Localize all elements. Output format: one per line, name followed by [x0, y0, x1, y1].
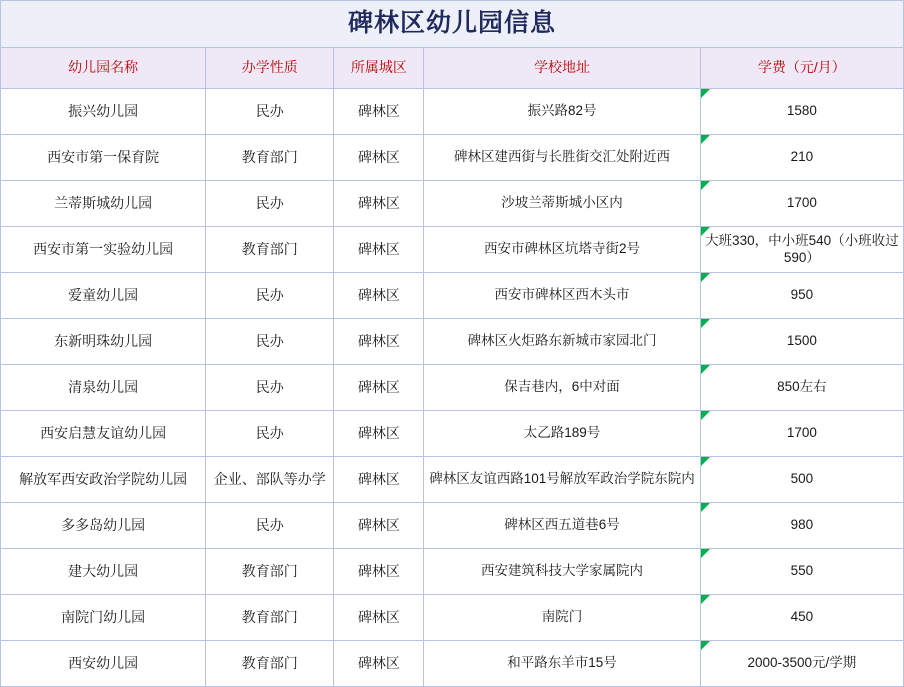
table-row	[1, 503, 904, 549]
cell-district: 碑林区	[334, 89, 424, 135]
cell-district: 碑林区	[334, 457, 424, 503]
cell-fee	[700, 273, 903, 319]
cell-fee-text: 1580	[786, 103, 817, 119]
comment-marker-icon	[701, 411, 710, 420]
cell-address: 和平路东羊市15号	[424, 641, 700, 687]
cell-fee-text: 1700	[786, 425, 817, 441]
page-title	[1, 1, 904, 48]
comment-marker-icon	[701, 457, 710, 466]
comment-marker-icon	[701, 273, 710, 282]
cell-fee	[700, 89, 903, 135]
column-header-type: 办学性质	[206, 48, 334, 89]
cell-fee	[700, 319, 903, 365]
cell-type: 教育部门	[206, 549, 334, 595]
column-header-address: 学校地址	[424, 48, 700, 89]
cell-address: 沙坡兰蒂斯城小区内	[424, 181, 700, 227]
cell-address: 南院门	[424, 595, 700, 641]
cell-type: 教育部门	[206, 595, 334, 641]
comment-marker-icon	[701, 135, 710, 144]
cell-address: 西安市碑林区坑塔寺街2号	[424, 227, 700, 273]
cell-address: 碑林区友谊西路101号解放军政治学院东院内	[424, 457, 700, 503]
cell-fee-text: 500	[790, 471, 814, 487]
cell-fee-text: 1500	[786, 333, 817, 349]
cell-fee	[700, 135, 903, 181]
cell-district: 碑林区	[334, 365, 424, 411]
cell-fee	[700, 549, 903, 595]
table-header-row	[1, 48, 904, 89]
cell-address: 太乙路189号	[424, 411, 700, 457]
cell-fee	[700, 411, 903, 457]
cell-address: 保吉巷内，6中对面	[424, 365, 700, 411]
cell-type: 民办	[206, 273, 334, 319]
cell-fee	[700, 457, 903, 503]
cell-fee	[700, 181, 903, 227]
cell-name: 西安启慧友谊幼儿园	[1, 411, 206, 457]
cell-fee	[700, 503, 903, 549]
cell-type: 民办	[206, 181, 334, 227]
cell-district: 碑林区	[334, 641, 424, 687]
cell-fee-text: 950	[790, 287, 814, 303]
cell-district: 碑林区	[334, 549, 424, 595]
cell-district: 碑林区	[334, 411, 424, 457]
cell-name: 建大幼儿园	[1, 549, 206, 595]
cell-type: 民办	[206, 411, 334, 457]
cell-fee-text: 450	[790, 609, 814, 625]
cell-fee-text: 210	[790, 149, 814, 165]
comment-marker-icon	[701, 181, 710, 190]
column-header-name: 幼儿园名称	[1, 48, 206, 89]
cell-fee-text: 大班330，中小班540（小班收过590）	[705, 232, 899, 265]
cell-name: 振兴幼儿园	[1, 89, 206, 135]
cell-fee-text: 850左右	[777, 379, 827, 395]
table-row	[1, 595, 904, 641]
table-row	[1, 641, 904, 687]
comment-marker-icon	[701, 503, 710, 512]
table-row	[1, 319, 904, 365]
comment-marker-icon	[701, 227, 710, 236]
cell-name: 清泉幼儿园	[1, 365, 206, 411]
cell-fee-text: 980	[790, 517, 814, 533]
table-row	[1, 89, 904, 135]
cell-fee	[700, 595, 903, 641]
cell-name: 东新明珠幼儿园	[1, 319, 206, 365]
cell-district: 碑林区	[334, 503, 424, 549]
table-row	[1, 365, 904, 411]
cell-district: 碑林区	[334, 181, 424, 227]
cell-name: 西安市第一保育院	[1, 135, 206, 181]
table-row	[1, 181, 904, 227]
cell-address: 碑林区西五道巷6号	[424, 503, 700, 549]
table-row	[1, 411, 904, 457]
cell-type: 民办	[206, 319, 334, 365]
cell-type: 教育部门	[206, 135, 334, 181]
comment-marker-icon	[701, 89, 710, 98]
cell-type: 教育部门	[206, 227, 334, 273]
cell-name: 爱童幼儿园	[1, 273, 206, 319]
table-row	[1, 549, 904, 595]
cell-type: 民办	[206, 503, 334, 549]
column-header-fee: 学费（元/月）	[700, 48, 903, 89]
cell-fee	[700, 641, 903, 687]
cell-name: 西安市第一实验幼儿园	[1, 227, 206, 273]
table-row	[1, 273, 904, 319]
cell-fee	[700, 365, 903, 411]
table-row	[1, 227, 904, 273]
cell-district: 碑林区	[334, 135, 424, 181]
cell-fee-text: 550	[790, 563, 814, 579]
page-title-text: 碑林区幼儿园信息	[347, 9, 556, 38]
cell-name: 西安幼儿园	[1, 641, 206, 687]
cell-address: 碑林区火炬路东新城市家园北门	[424, 319, 700, 365]
cell-district: 碑林区	[334, 273, 424, 319]
cell-fee-text: 2000-3500元/学期	[747, 655, 857, 671]
comment-marker-icon	[701, 319, 710, 328]
cell-district: 碑林区	[334, 319, 424, 365]
cell-address: 碑林区建西街与长胜街交汇处附近西	[424, 135, 700, 181]
cell-name: 南院门幼儿园	[1, 595, 206, 641]
cell-type: 企业、部队等办学	[206, 457, 334, 503]
comment-marker-icon	[701, 641, 710, 650]
comment-marker-icon	[701, 365, 710, 374]
table-title-row	[1, 1, 904, 48]
cell-type: 教育部门	[206, 641, 334, 687]
cell-fee	[700, 227, 903, 273]
cell-name: 多多岛幼儿园	[1, 503, 206, 549]
cell-address: 振兴路82号	[424, 89, 700, 135]
cell-type: 民办	[206, 89, 334, 135]
cell-name: 兰蒂斯城幼儿园	[1, 181, 206, 227]
comment-marker-icon	[701, 595, 710, 604]
comment-marker-icon	[701, 549, 710, 558]
cell-address: 西安市碑林区西木头市	[424, 273, 700, 319]
cell-district: 碑林区	[334, 595, 424, 641]
column-header-district: 所属城区	[334, 48, 424, 89]
table-row	[1, 457, 904, 503]
cell-type: 民办	[206, 365, 334, 411]
cell-fee-text: 1700	[786, 195, 817, 211]
cell-district: 碑林区	[334, 227, 424, 273]
cell-name: 解放军西安政治学院幼儿园	[1, 457, 206, 503]
cell-address: 西安建筑科技大学家属院内	[424, 549, 700, 595]
table-row	[1, 135, 904, 181]
